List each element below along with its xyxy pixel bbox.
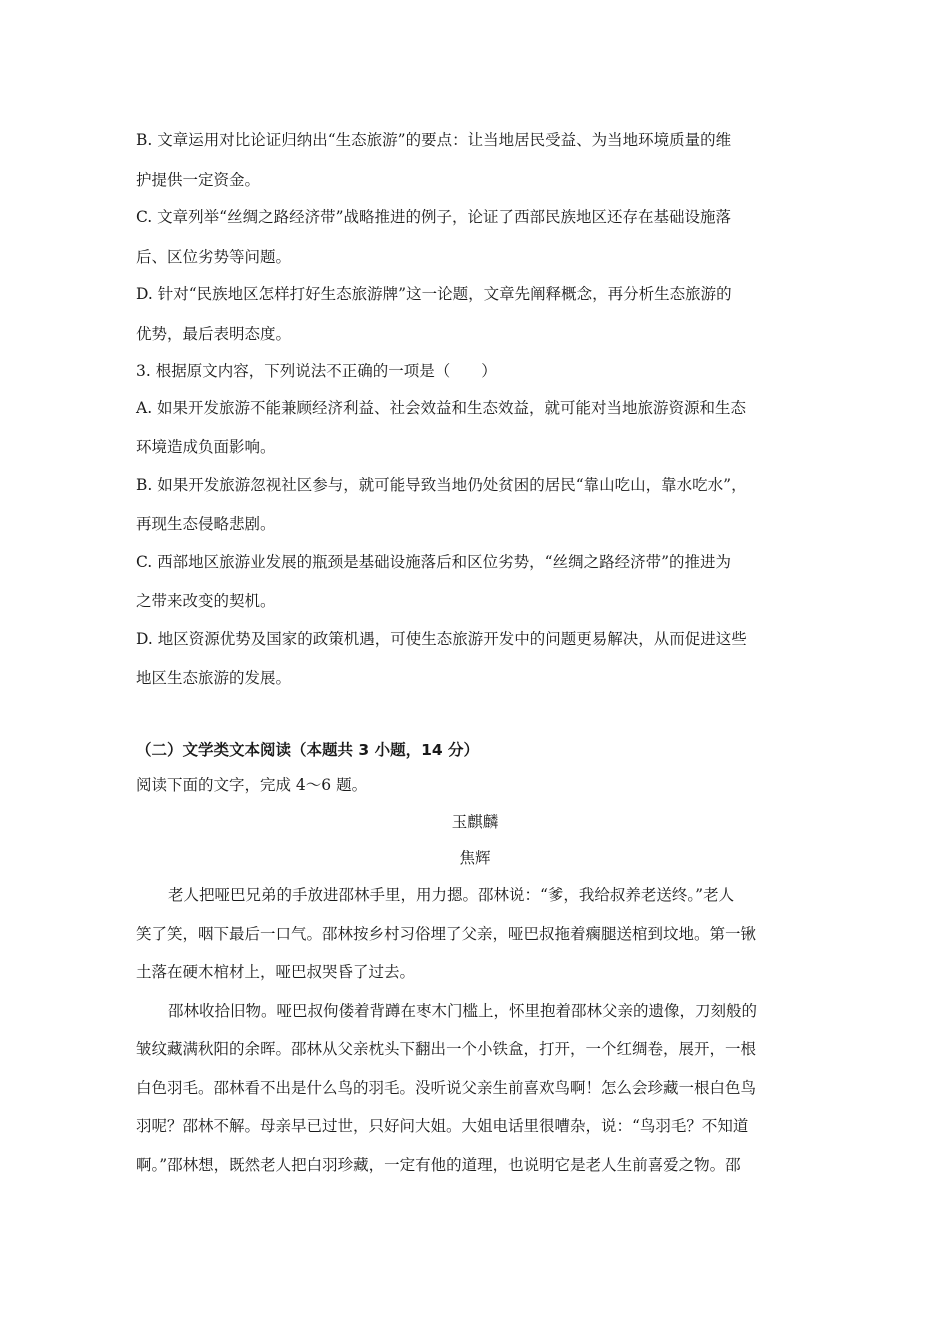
q2-option-c-line1: C. 文章列举“丝绸之路经济带”战略推进的例子，论证了西部民族地区还存在基础设施落: [136, 208, 732, 226]
story-paragraph-line: 啊。”邵林想，既然老人把白羽珍藏，一定有他的道理，也说明它是老人生前喜爱之物。邵: [136, 1156, 741, 1174]
q3-option-b-line1: B. 如果开发旅游忽视社区参与，就可能导致当地仍处贫困的居民“靠山吃山，靠水吃水”，: [136, 476, 747, 494]
story-author: 焦辉: [459, 849, 491, 867]
q3-option-c-line1: C. 西部地区旅游业发展的瓶颈是基础设施落后和区位劣势，“丝绸之路经济带”的推进为: [136, 553, 732, 571]
q2-option-b-line2: 护提供一定资金。: [136, 171, 261, 189]
q2-option-d-line2: 优势，最后表明态度。: [136, 325, 292, 343]
story-paragraph-line: 老人把哑巴兄弟的手放进邵林手里，用力摁。邵林说：“爹，我给叔养老送终。”老人: [168, 886, 735, 904]
q3-option-a-line1: A. 如果开发旅游不能兼顾经济利益、社会效益和生态效益，就可能对当地旅游资源和生态: [136, 399, 747, 417]
q3-option-d-line2: 地区生态旅游的发展。: [136, 669, 292, 687]
story-paragraph-line: 笑了笑，咽下最后一口气。邵林按乡村习俗埋了父亲，哑巴叔拖着瘸腿送棺到坟地。第一锹: [136, 925, 757, 943]
q3-option-b-line2: 再现生态侵略悲剧。: [136, 515, 276, 533]
q3-stem: 3. 根据原文内容，下列说法不正确的一项是（ ）: [136, 362, 497, 380]
q3-option-c-line2: 之带来改变的契机。: [136, 592, 276, 610]
story-paragraph-line: 土落在硬木棺材上，哑巴叔哭昏了过去。: [136, 963, 416, 981]
story-paragraph-line: 羽呢？邵林不解。母亲早已过世，只好问大姐。大姐电话里很嘈杂，说：“鸟羽毛？不知道: [136, 1117, 749, 1135]
story-paragraph-line: 白色羽毛。邵林看不出是什么鸟的羽毛。没听说父亲生前喜欢鸟啊！怎么会珍藏一根白色鸟: [136, 1079, 757, 1097]
story-paragraph-line: 皱纹藏满秋阳的余晖。邵林从父亲枕头下翻出一个小铁盒，打开，一个红绸卷，展开，一根: [136, 1040, 757, 1058]
story-paragraph-line: 邵林收拾旧物。哑巴叔佝偻着背蹲在枣木门槛上，怀里抱着邵林父亲的遗像，刀刻般的: [168, 1002, 758, 1020]
q2-option-c-line2: 后、区位劣势等问题。: [136, 248, 292, 266]
section-instruction: 阅读下面的文字，完成 4～6 题。: [136, 776, 368, 794]
q3-option-d-line1: D. 地区资源优势及国家的政策机遇，可使生态旅游开发中的问题更易解决，从而促进这些: [136, 630, 747, 648]
q3-option-a-line2: 环境造成负面影响。: [136, 438, 276, 456]
q2-option-d-line1: D. 针对“民族地区怎样打好生态旅游牌”这一论题，文章先阐释概念，再分析生态旅游的: [136, 285, 732, 303]
q2-option-b-line1: B. 文章运用对比论证归纳出“生态旅游”的要点：让当地居民受益、为当地环境质量的维: [136, 131, 732, 149]
story-title: 玉麒麟: [451, 813, 499, 831]
section-heading: （二）文学类文本阅读（本题共 3 小题，14 分）: [136, 741, 480, 759]
